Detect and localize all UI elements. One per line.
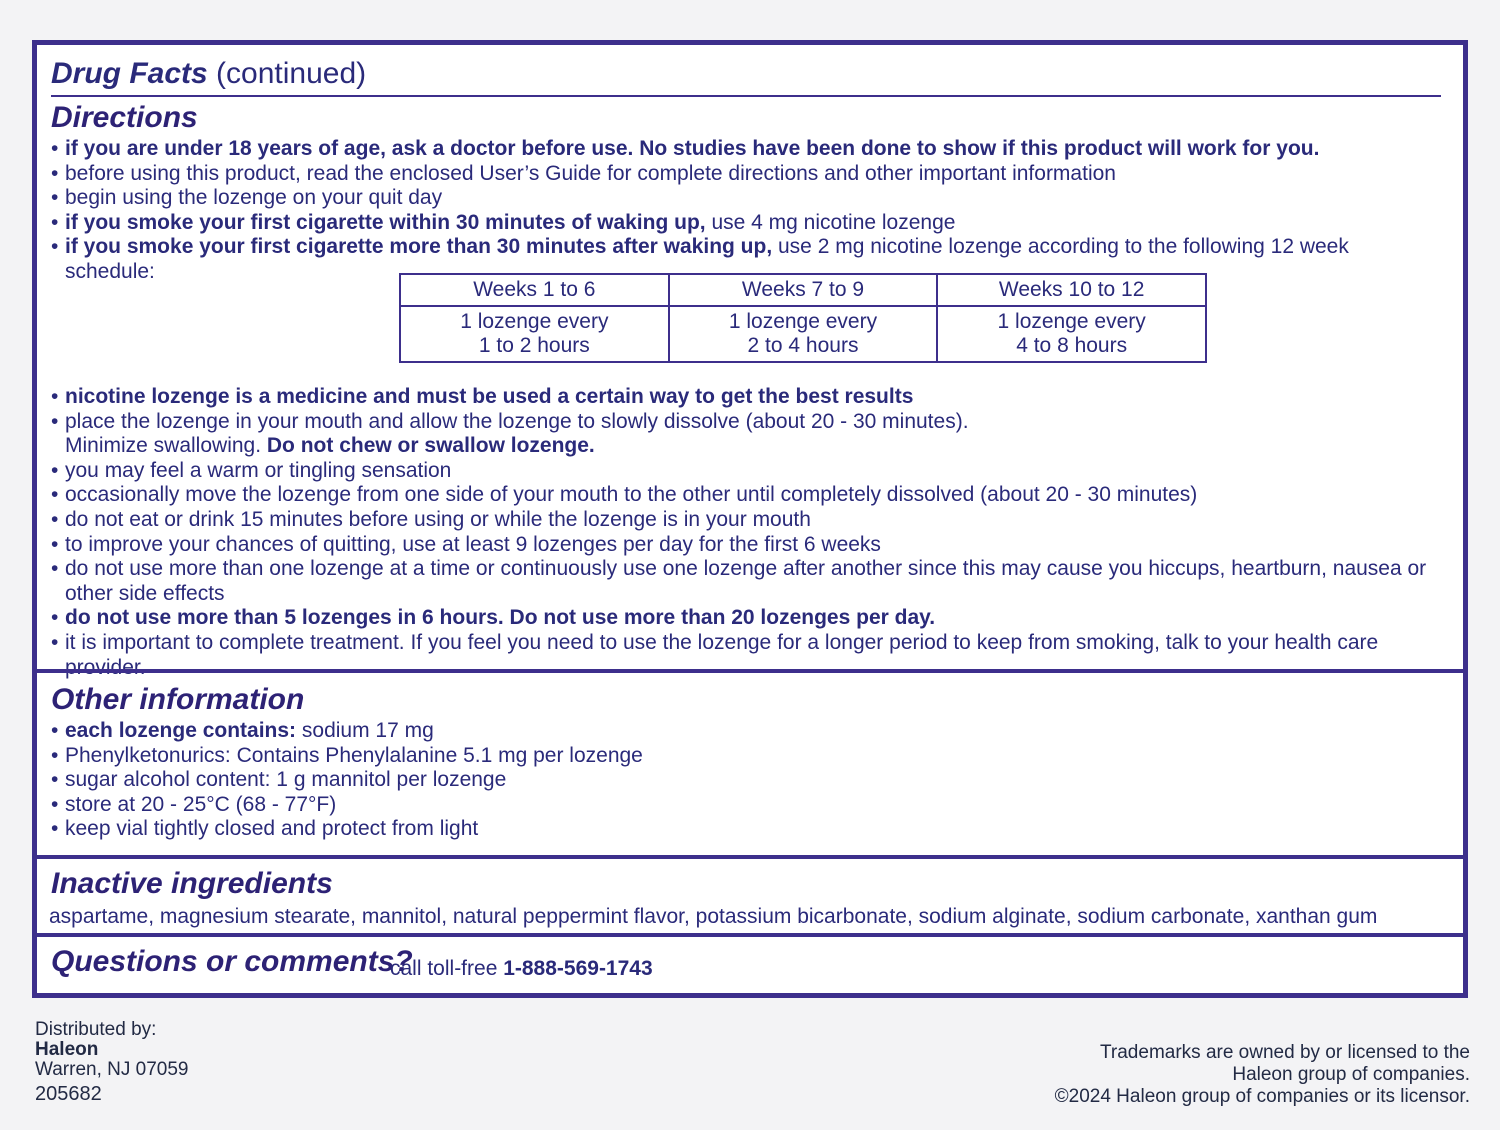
list-item: • Phenylketonurics: Contains Phenylalanine 5.1 mg per lozenge	[51, 744, 1443, 769]
directions-list-bottom	[51, 385, 1443, 680]
other-information-heading: Other information	[51, 683, 305, 716]
list-item: • keep vial tightly closed and protect from light	[51, 817, 1443, 842]
list-item: • if you are under 18 years of age, ask a doctor before use. No studies have been done to show if this product will work for you.	[51, 137, 1443, 162]
distributor-info	[35, 1020, 188, 1104]
trademark-notice: Trademarks are owned by or licensed to the Haleon group of companies. ©2024 Haleon group of companies or its licensor.	[1054, 1042, 1470, 1107]
toll-free-line: call toll-free 1-888-569-1743	[390, 957, 653, 980]
list-item: • do not eat or drink 15 minutes before using or while the lozenge is in your mouth	[51, 508, 1443, 533]
table-header-cell: Weeks 10 to 12	[937, 274, 1206, 306]
list-item: • store at 20 - 25°C (68 - 77°F)	[51, 793, 1443, 818]
product-code: 205682	[35, 1083, 102, 1105]
list-item: • nicotine lozenge is a medicine and must be used a certain way to get the best results	[51, 385, 1443, 410]
list-item: • each lozenge contains: sodium 17 mg	[51, 719, 1443, 744]
list-item: • place the lozenge in your mouth and allow the lozenge to slowly dissolve (about 20 - 30 minutes). Minimize swallowing. Do not chew or swallow lozenge.	[51, 410, 1443, 459]
inactive-ingredients-heading: Inactive ingredients	[51, 867, 333, 900]
list-item: • do not use more than 5 lozenges in 6 hours. Do not use more than 20 lozenges per day.	[51, 606, 1443, 631]
table-cell: 1 lozenge every 1 to 2 hours	[400, 306, 669, 362]
list-item: • before using this product, read the enclosed User’s Guide for complete directions and other important information	[51, 162, 1443, 187]
company-name: Haleon	[35, 1039, 99, 1060]
table-header-cell: Weeks 1 to 6	[400, 274, 669, 306]
dosing-schedule-table	[399, 273, 1207, 363]
other-information-section	[37, 669, 1463, 855]
list-item: • if you smoke your first cigarette more than 30 minutes after waking up, use 2 mg nicotine lozenge according to the following 12 week schedule:	[51, 235, 1443, 284]
directions-list-top	[51, 137, 1443, 285]
inactive-ingredients-section	[37, 855, 1463, 933]
list-item: • to improve your chances of quitting, use at least 9 lozenges per day for the first 6 weeks	[51, 533, 1443, 558]
list-item: • if you smoke your first cigarette within 30 minutes of waking up, use 4 mg nicotine lozenge	[51, 211, 1443, 236]
phone-number: 1-888-569-1743	[503, 957, 653, 980]
drug-facts-panel	[32, 40, 1468, 998]
distributed-by-label: Distributed by:	[35, 1019, 157, 1040]
list-item: • you may feel a warm or tingling sensation	[51, 459, 1443, 484]
drug-facts-title: Drug Facts (continued)	[51, 57, 367, 90]
directions-section	[37, 45, 1463, 679]
company-address: Warren, NJ 07059	[35, 1059, 189, 1080]
list-item: • it is important to complete treatment. If you feel you need to use the lozenge for a longer period to keep from smoking, talk to your health care provider.	[51, 631, 1443, 680]
other-information-list	[51, 719, 1443, 842]
questions-heading: Questions or comments?	[51, 945, 413, 978]
list-item: • sugar alcohol content: 1 g mannitol per lozenge	[51, 768, 1443, 793]
list-item: • do not use more than one lozenge at a time or continuously use one lozenge after another since this may cause you hiccups, heartburn, nausea or other side effects	[51, 557, 1443, 606]
table-cell: 1 lozenge every 2 to 4 hours	[669, 306, 938, 362]
table-cell: 1 lozenge every 4 to 8 hours	[937, 306, 1206, 362]
list-item: • begin using the lozenge on your quit day	[51, 186, 1443, 211]
directions-heading: Directions	[51, 101, 198, 134]
list-item: • occasionally move the lozenge from one side of your mouth to the other until completely dissolved (about 20 - 30 minutes)	[51, 483, 1443, 508]
table-header-cell: Weeks 7 to 9	[669, 274, 938, 306]
title-divider	[51, 95, 1441, 97]
inactive-ingredients-text: aspartame, magnesium stearate, mannitol, natural peppermint flavor, potassium bicarbonate, sodium alginate, sodium carbonate, xanthan gum	[49, 905, 1378, 928]
questions-section	[37, 933, 1463, 993]
